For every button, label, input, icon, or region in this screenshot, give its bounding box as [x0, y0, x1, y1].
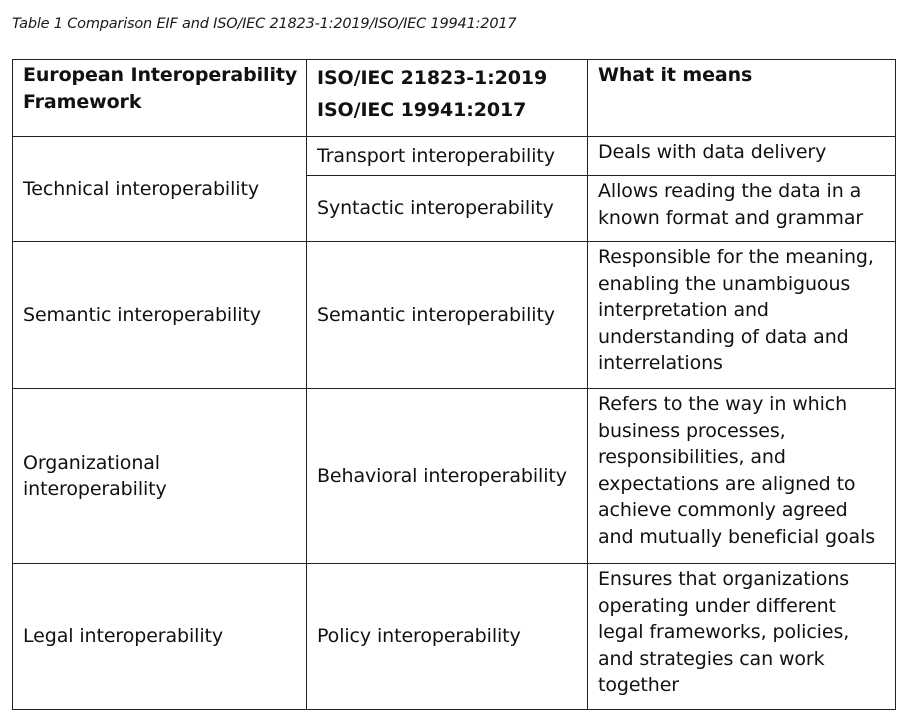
cell-eif	[13, 242, 307, 389]
header-eif-line: Framework	[23, 90, 142, 113]
cell-meaning-line: business processes,	[598, 419, 786, 442]
cell-iso: Semantic interoperability	[307, 242, 588, 389]
table-row	[13, 389, 896, 564]
cell-meaning-line: Ensures that organizations	[598, 568, 850, 590]
table-caption: Table 1 Comparison EIF and ISO/IEC 21823-1:2019/ISO/IEC 19941:2017	[12, 16, 517, 32]
cell-meaning-line: expectations are aligned to	[598, 472, 856, 495]
cell-meaning-line: legal frameworks, policies,	[598, 621, 850, 643]
table-row	[13, 564, 896, 710]
cell-meaning-line: interrelations	[598, 352, 723, 374]
cell-iso: Policy interoperability	[307, 564, 588, 710]
cell-meaning-line: and mutually beneficial goals	[598, 525, 876, 548]
cell-eif-line: Legal interoperability	[23, 625, 224, 648]
comparison-table	[12, 59, 896, 710]
cell-meaning-line: interpretation and	[598, 299, 769, 321]
cell-eif	[13, 564, 307, 710]
header-meaning	[588, 60, 896, 137]
cell-iso: Transport interoperability	[307, 137, 588, 176]
table-row	[13, 242, 896, 389]
cell-meaning	[588, 176, 896, 242]
cell-eif	[13, 137, 307, 242]
cell-eif-line: Organizational	[23, 451, 160, 474]
cell-meaning-line: responsibilities, and	[598, 446, 786, 468]
cell-meaning	[588, 564, 896, 710]
table-header-row	[13, 60, 896, 137]
cell-meaning-line: achieve commonly agreed	[598, 499, 848, 521]
cell-meaning-line: and strategies can work	[598, 647, 825, 670]
cell-meaning-line: Refers to the way in which	[598, 393, 848, 415]
cell-meaning-line: Responsible for the meaning,	[598, 246, 874, 268]
cell-meaning	[588, 389, 896, 564]
table-row	[13, 137, 896, 176]
cell-meaning-line: together	[598, 674, 680, 696]
cell-meaning	[588, 242, 896, 389]
cell-meaning-line: Deals with data delivery	[598, 141, 827, 163]
header-eif-line: European Interoperability	[23, 64, 298, 86]
header-eif	[13, 60, 307, 137]
header-iso-line: ISO/IEC 19941:2017	[317, 99, 527, 121]
cell-meaning-line: Allows reading the data in a	[598, 180, 862, 202]
cell-meaning-line: enabling the unambiguous	[598, 272, 851, 295]
header-iso	[307, 60, 588, 137]
cell-eif-line: interoperability	[23, 478, 167, 500]
header-iso-line: ISO/IEC 21823-1:2019	[317, 67, 548, 89]
header-meaning-line: What it means	[598, 64, 753, 86]
cell-eif-line: Technical interoperability	[23, 177, 259, 200]
cell-meaning-line: understanding of data and	[598, 325, 849, 348]
cell-iso: Behavioral interoperability	[307, 389, 588, 564]
cell-meaning	[588, 137, 896, 176]
cell-eif	[13, 389, 307, 564]
cell-eif-line: Semantic interoperability	[23, 303, 261, 326]
cell-meaning-line: operating under different	[598, 594, 836, 617]
cell-iso: Syntactic interoperability	[307, 176, 588, 242]
cell-meaning-line: known format and grammar	[598, 206, 864, 229]
